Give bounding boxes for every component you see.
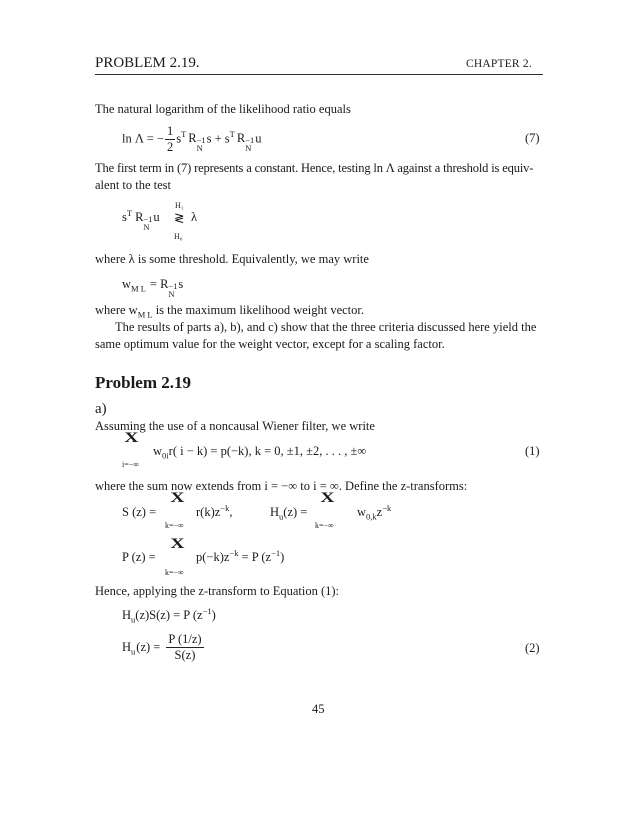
eq2-H: H	[122, 640, 132, 654]
eq7-s-plus: s + s	[206, 131, 230, 146]
sz-rk: r(k)z	[196, 505, 221, 519]
test-inequality: $s^T$ R −1 N u	[122, 207, 160, 232]
equation-wml: $w_{M L} = R$ −1 N s	[122, 277, 184, 299]
test-comparison-symbol: ≷	[174, 211, 185, 225]
pz-lhs: P (z) =	[122, 550, 156, 564]
test-s: s	[122, 210, 127, 224]
hu-mid: (z) =	[283, 505, 308, 519]
paragraph-threshold: where λ is some threshold. Equivalently, we may write	[95, 252, 369, 266]
hypothesis-h1: H₁	[175, 201, 184, 210]
pz-sum-lower: k=−∞	[165, 568, 184, 577]
eq7-R: R	[188, 131, 197, 146]
paragraph-first-term-line2: alent to the test	[95, 178, 172, 192]
hu-H: H	[270, 505, 280, 519]
equation-hs	[122, 605, 216, 625]
hu-sum-lower: k=−∞	[315, 521, 334, 530]
sz-comma: ,	[229, 505, 233, 519]
eq7-lhs: ln Λ = −	[122, 131, 164, 146]
eq2-numerator: P (1/z)	[168, 632, 202, 646]
paragraph-first-term-line1: The first term in (7) represents a constant. Hence, testing ln Λ against a threshold is equiv-	[95, 161, 534, 175]
wml-subscript: M L	[131, 283, 146, 294]
hs-close: )	[211, 608, 216, 622]
pz-sum-symbol: X	[170, 536, 185, 552]
eq1-rest: r( i − k) = p(−k), k = 0, ±1, ±2, . . . , ±∞	[168, 444, 367, 458]
eq7-s: s	[176, 131, 182, 146]
eq1-w: w	[153, 444, 163, 458]
eq2-sub: u	[131, 646, 136, 657]
running-header-left: PROBLEM 2.19.	[95, 55, 200, 71]
hu-sum-symbol: X	[320, 490, 335, 506]
sz-lhs: S (z) =	[122, 505, 157, 519]
eq1-sub: 0i	[162, 450, 169, 461]
eq1-sum-symbol: X	[124, 430, 139, 446]
equation-7-number: (7)	[525, 131, 540, 145]
pz-pk: p(−k)z	[196, 550, 230, 564]
hs-sub: u	[131, 614, 136, 625]
pz-eq: = P (z	[238, 550, 272, 564]
running-header-right: CHAPTER 2.	[466, 58, 532, 70]
p4-subscript: M L	[137, 309, 153, 320]
hu-w: w	[357, 505, 367, 519]
sz-rhs	[196, 502, 233, 520]
hu-w-sub: 0,k	[366, 511, 377, 522]
p4-rest: is the maximum likelihood weight vector.	[152, 303, 365, 317]
hu-exponent: −k	[382, 502, 392, 513]
eq2-mid: (z) =	[136, 640, 161, 654]
hu-rhs	[357, 502, 392, 522]
hu-sub: u	[279, 511, 284, 522]
section-title: Problem 2.19	[95, 373, 192, 392]
hu-lhs	[270, 505, 307, 520]
test-u: u	[153, 210, 160, 224]
equation-2-number: (2)	[525, 641, 540, 655]
sz-sum-symbol: X	[170, 490, 185, 506]
equation-2	[122, 632, 204, 663]
eq2-denominator: S(z)	[166, 647, 203, 663]
paragraph-intro: The natural logarithm of the likelihood ratio equals	[95, 102, 351, 116]
paragraph-ml-weight	[95, 302, 364, 319]
sz-exponent: −k	[220, 502, 230, 513]
paragraph-wiener: Assuming the use of a noncausal Wiener filter, we write	[95, 419, 375, 433]
eq7-frac-num: 1	[166, 124, 174, 138]
pz-exponent2: −1	[271, 547, 281, 558]
pz-exponent: −k	[229, 547, 239, 558]
page-number: 45	[312, 702, 325, 716]
test-lambda: λ	[191, 210, 198, 224]
header-rule	[95, 74, 543, 75]
wml-eq-R: = R	[149, 277, 169, 291]
hs-exponent: −1	[202, 605, 212, 616]
sz-sum-lower: k=−∞	[165, 521, 184, 530]
test-R: R	[135, 210, 144, 224]
p4-start: where w	[95, 303, 138, 317]
eq1-sum-lower: i=−∞	[122, 460, 139, 469]
pz-close: )	[280, 550, 285, 564]
hs-H: H	[122, 608, 132, 622]
paragraph-results-line2: same optimum value for the weight vector, except for a scaling factor.	[95, 337, 445, 351]
equation-1	[153, 444, 366, 459]
pz-rhs	[196, 547, 285, 565]
paragraph-applying: Hence, applying the z-transform to Equation (1):	[95, 584, 340, 598]
wml-w: w	[122, 277, 132, 291]
eq7-R2: R	[236, 131, 246, 146]
eq7-frac-den: 2	[166, 140, 174, 154]
paragraph-results-line1: The results of parts a), b), and c) show that the three criteria discussed here yield the	[115, 320, 537, 334]
hypothesis-h0: H₀	[174, 232, 183, 241]
hu-z: z	[376, 505, 383, 519]
wml-s: s	[178, 277, 184, 291]
equation-1-number: (1)	[525, 444, 540, 458]
paragraph-z-transforms: where the sum now extends from i = −∞ to i = ∞. Define the z-transforms:	[95, 479, 468, 493]
part-label: a)	[95, 401, 107, 417]
hs-rest: (z)S(z) = P (z	[135, 608, 203, 622]
eq7-u: u	[255, 131, 262, 146]
equation-7: ln Λ = − $\frac{1}{2}$ $s^T$ R −1 N $s + s^T$ R −1 N u	[122, 124, 262, 154]
